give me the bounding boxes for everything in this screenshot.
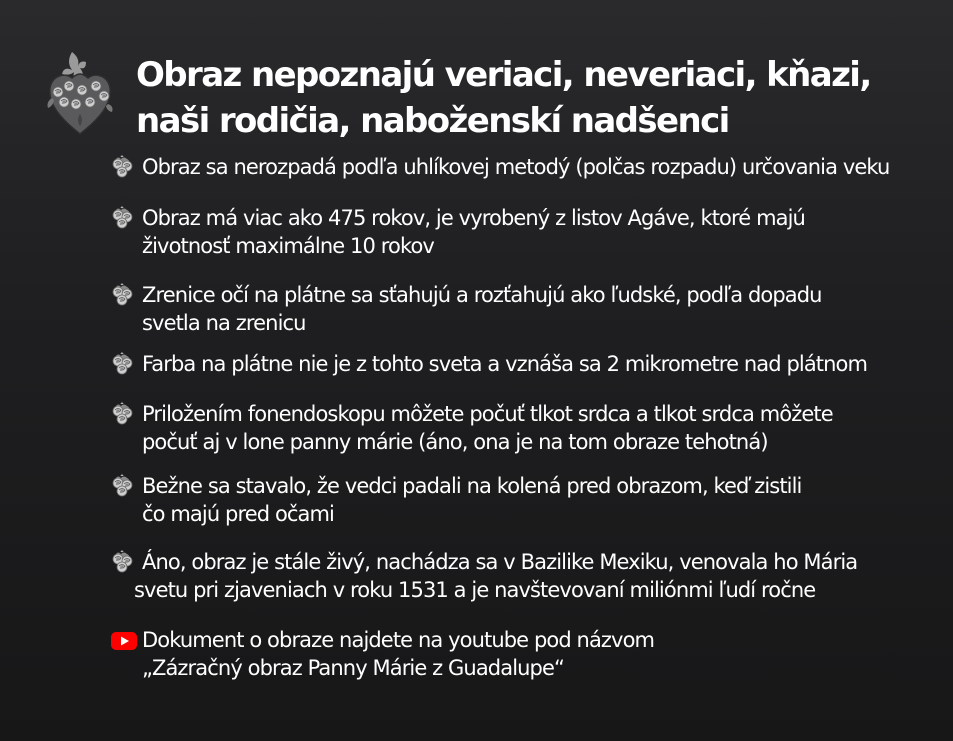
list-item-line: Bežne sa stavalo, že vedci padali na kolená pred obrazom, keď zistili — [142, 474, 802, 498]
roses-bullet-icon — [111, 283, 135, 307]
roses-bullet-icon — [111, 550, 135, 574]
list-item-text — [142, 350, 932, 378]
roses-bullet-icon — [111, 206, 135, 230]
list-item-line: počuť aj v lone panny márie (áno, ona je na tom obraze tehotná) — [142, 430, 768, 454]
list-item-text — [142, 153, 932, 181]
roses-bullet-icon — [111, 402, 135, 426]
roses-bullet-icon — [111, 474, 135, 498]
list-item-text — [142, 626, 932, 682]
list-item-line: Dokument o obraze najdete na youtube pod názvom — [142, 628, 655, 652]
list-item-text — [142, 472, 932, 528]
list-item-line: čo majú pred očami — [142, 502, 334, 526]
list-item-line: svetla na zrenicu — [142, 311, 306, 335]
roses-bullet-icon — [111, 352, 135, 376]
list-item-text — [142, 281, 932, 337]
roses-bullet-icon — [111, 155, 135, 179]
document-title: „Zázračný obraz Panny Márie z Guadalupe“ — [142, 656, 564, 680]
list-item-line: Farba na plátne nie je z tohto sveta a vznáša sa 2 mikrometre nad plátnom — [142, 352, 868, 376]
title-line: Obraz nepoznajú veriaci, neveriaci, kňazi, — [136, 55, 871, 95]
list-item-line: svetu pri zjaveniach v roku 1531 a je navštevovaní miliónmi ľudí ročne — [134, 578, 816, 602]
list-item-text — [142, 400, 932, 456]
list-item-line: Priložením fonendoskopu môžete počuť tlkot srdca a tlkot srdca môžete — [142, 402, 833, 426]
youtube-icon — [111, 632, 137, 650]
list-item-line: Obraz sa nerozpadá podľa uhlíkovej metodý (polčas rozpadu) určovania veku — [142, 155, 890, 179]
list-item-line: Zrenice očí na plátne sa sťahujú a rozťahujú ako ľudské, podľa dopadu — [142, 283, 822, 307]
list-item-text — [142, 204, 932, 260]
list-item-text — [134, 548, 932, 604]
title-line: naši rodičia, naboženskí nadšenci — [136, 101, 729, 141]
list-item-line: Áno, obraz je stále živý, nachádza sa v Bazilike Mexiku, venovala ho Mária — [142, 550, 858, 574]
list-item-line: životnosť maximálne 10 rokov — [142, 234, 434, 258]
list-item-line: Obraz má viac ako 475 rokov, je vyrobený z listov Agáve, ktoré majú — [142, 206, 805, 230]
